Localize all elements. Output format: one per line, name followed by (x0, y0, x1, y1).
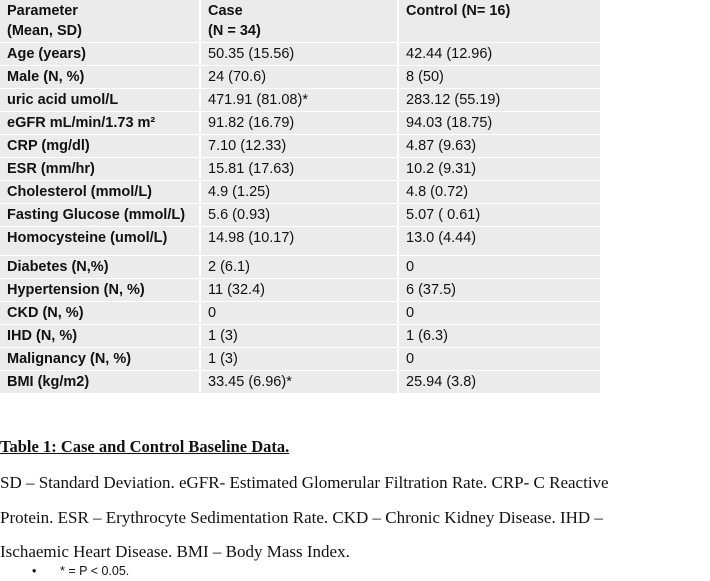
control-value-cell: 0 (398, 256, 600, 279)
control-value-cell: 42.44 (12.96) (398, 43, 600, 66)
case-value-cell: 91.82 (16.79) (200, 112, 398, 135)
table-row (0, 204, 600, 227)
notes-line: Ischaemic Heart Disease. BMI – Body Mass Index. (0, 542, 350, 561)
abbreviation-notes (0, 466, 710, 570)
parameter-cell: BMI (kg/m2) (0, 371, 200, 394)
parameter-cell: Malignancy (N, %) (0, 348, 200, 371)
table-row (0, 181, 600, 204)
footnote-item (32, 563, 129, 579)
control-value-cell: 283.12 (55.19) (398, 89, 600, 112)
table-row (0, 256, 600, 279)
parameter-cell: Male (N, %) (0, 66, 200, 89)
control-value-cell: 4.87 (9.63) (398, 135, 600, 158)
table-row (0, 158, 600, 181)
header-cell (200, 0, 398, 43)
parameter-cell: Diabetes (N,%) (0, 256, 200, 279)
case-value-cell: 0 (200, 302, 398, 325)
table-header-row (0, 0, 600, 43)
case-value-cell: 50.35 (15.56) (200, 43, 398, 66)
notes-line: SD – Standard Deviation. eGFR- Estimated Glomerular Filtration Rate. CRP- C Reactive (0, 473, 609, 492)
case-value-cell: 4.9 (1.25) (200, 181, 398, 204)
case-value-cell: 1 (3) (200, 348, 398, 371)
control-value-cell: 10.2 (9.31) (398, 158, 600, 181)
significance-footnote: * = P < 0.05. (60, 564, 130, 578)
bullet-icon: • (32, 564, 37, 578)
header-text: (N = 34) (208, 23, 261, 39)
parameter-cell: ESR (mm/hr) (0, 158, 200, 181)
header-text: Control (N= 16) (406, 3, 511, 19)
case-value-cell: 24 (70.6) (200, 66, 398, 89)
parameter-cell: Homocysteine (umol/L) (0, 227, 200, 256)
header-text: Case (208, 3, 243, 19)
table-row (0, 227, 600, 256)
header-text: Parameter (7, 3, 78, 19)
parameter-cell: IHD (N, %) (0, 325, 200, 348)
case-value-cell: 33.45 (6.96)* (200, 371, 398, 394)
case-value-cell: 15.81 (17.63) (200, 158, 398, 181)
parameter-cell: Hypertension (N, %) (0, 279, 200, 302)
case-value-cell: 14.98 (10.17) (200, 227, 398, 256)
table-row (0, 112, 600, 135)
notes-line: Protein. ESR – Erythrocyte Sedimentation Rate. CKD – Chronic Kidney Disease. IHD – (0, 507, 603, 527)
table-row (0, 325, 600, 348)
control-value-cell: 94.03 (18.75) (398, 112, 600, 135)
control-value-cell: 5.07 ( 0.61) (398, 204, 600, 227)
table-row (0, 43, 600, 66)
header-cell (0, 0, 200, 43)
table-row (0, 89, 600, 112)
table-row (0, 302, 600, 325)
parameter-cell: uric acid umol/L (0, 89, 200, 112)
control-value-cell: 0 (398, 348, 600, 371)
parameter-cell: Fasting Glucose (mmol/L) (0, 204, 200, 227)
table-row (0, 371, 600, 394)
control-value-cell: 25.94 (3.8) (398, 371, 600, 394)
table-row (0, 279, 600, 302)
control-value-cell: 1 (6.3) (398, 325, 600, 348)
header-cell (398, 0, 600, 43)
control-value-cell: 13.0 (4.44) (398, 227, 600, 256)
parameter-cell: eGFR mL/min/1.73 m² (0, 112, 200, 135)
control-value-cell: 0 (398, 302, 600, 325)
control-value-cell: 4.8 (0.72) (398, 181, 600, 204)
case-value-cell: 7.10 (12.33) (200, 135, 398, 158)
case-value-cell: 5.6 (0.93) (200, 204, 398, 227)
table-row (0, 135, 600, 158)
table-caption: Table 1: Case and Control Baseline Data. (0, 437, 290, 456)
case-value-cell: 471.91 (81.08)* (200, 89, 398, 112)
case-value-cell: 11 (32.4) (200, 279, 398, 302)
case-value-cell: 1 (3) (200, 325, 398, 348)
control-value-cell: 8 (50) (398, 66, 600, 89)
table-row (0, 348, 600, 371)
table-row (0, 66, 600, 89)
header-text: (Mean, SD) (7, 23, 82, 39)
parameter-cell: Age (years) (0, 43, 200, 66)
case-value-cell: 2 (6.1) (200, 256, 398, 279)
parameter-cell: Cholesterol (mmol/L) (0, 181, 200, 204)
parameter-cell: CKD (N, %) (0, 302, 200, 325)
control-value-cell: 6 (37.5) (398, 279, 600, 302)
parameter-cell: CRP (mg/dl) (0, 135, 200, 158)
